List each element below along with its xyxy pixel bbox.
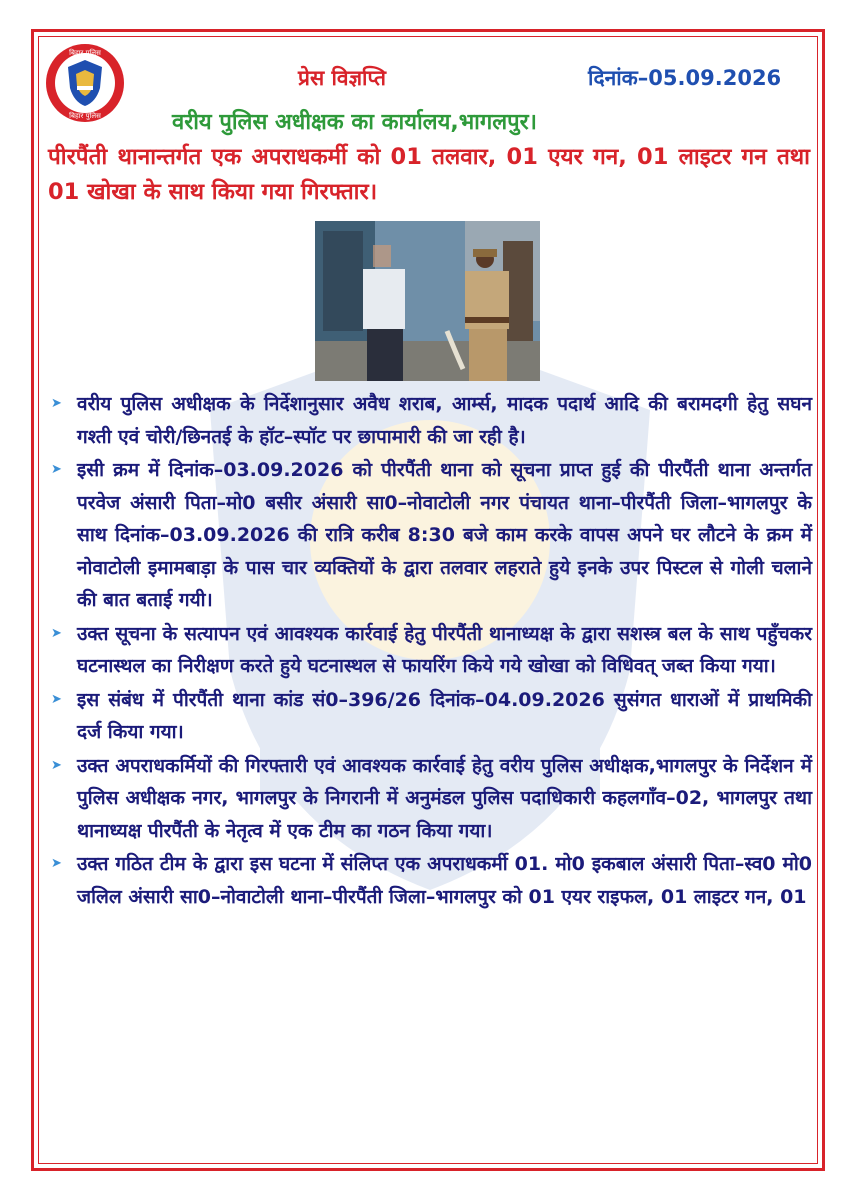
list-item: ➤ उक्त सूचना के सत्यापन एवं आवश्यक कार्रवाई हेतु पीरपैंती थानाध्यक्ष के द्वारा सशस्त्र बल के साथ पहुँचकर घटनास्थल का निरीक्षण करते हुये घटनास्थल से फायरिंग किये गये खोखा को विधिवत् जब्त किया गया।	[48, 618, 812, 683]
press-release-title: प्रेस विज्ञप्ति	[298, 66, 386, 90]
list-item: ➤ उक्त गठित टीम के द्वारा इस घटना में संलिप्त एक अपराधकर्मी 01. मो0 इकबाल अंसारी पिता–स्व0 मो0 जलिल अंसारी सा0–नोवाटोली थाना–पीरपैंती जिला–भागलपुर को 01 एयर राइफल, 01 लाइटर गन, 01	[48, 848, 812, 913]
arrest-photo	[315, 221, 540, 381]
list-item: ➤ इस संबंध में पीरपैंती थाना कांड सं0–396/26 दिनांक–04.09.2026 सुसंगत धाराओं में प्राथमिकी दर्ज किया गया।	[48, 684, 812, 749]
chevron-right-icon: ➤	[51, 757, 62, 773]
release-date: दिनांक–05.09.2026	[588, 66, 782, 90]
press-release-body	[48, 388, 812, 914]
chevron-right-icon: ➤	[51, 856, 62, 871]
list-item: ➤ उक्त अपराधकर्मियों की गिरफ्तारी एवं आवश्यक कार्रवाई हेतु वरीय पुलिस अधीक्षक,भागलपुर के निर्देशन में पुलिस अधीक्षक नगर, भागलपुर के निगरानी में अनुमंडल पुलिस पदाधिकारी कहलगाँव–02, भागलपुर तथा थानाध्यक्ष पीरपैंती के नेतृत्व में एक टीम का गठन किया गया।	[48, 750, 812, 848]
office-title: वरीय पुलिस अधीक्षक का कार्यालय,भागलपुर।	[172, 110, 537, 135]
bihar-police-emblem-icon	[44, 42, 126, 124]
headline: पीरपैंती थानान्तर्गत एक अपराधकर्मी को 01 तलवार, 01 एयर गन, 01 लाइटर गन तथा 01 खोखा के साथ किया गया गिरफ्तार।	[48, 144, 810, 205]
list-item: ➤ इसी क्रम में दिनांक–03.09.2026 को पीरपैंती थाना को सूचना प्राप्त हुई की पीरपैंती थाना अन्तर्गत परवेज अंसारी पिता–मो0 बसीर अंसारी सा0–नोवाटोली नगर पंचायत थाना–पीरपैंती जिला–भागलपुर के साथ दिनांक–03.09.2026 की रात्रि करीब 8:30 बजे काम करके वापस अपने घर लौटने के क्रम में नोवाटोली इमामबाड़ा के पास चार व्यक्तियों के द्वारा तलवार लहराते हुये इनके उपर पिस्टल से गोली चलाने की बात बताई गयी।	[48, 454, 812, 617]
logo-text-top: बिहार पुलिस	[69, 49, 101, 57]
logo-text-bottom: बिहार पुलिस	[69, 112, 101, 120]
chevron-right-icon: ➤	[51, 691, 62, 707]
chevron-right-icon: ➤	[51, 625, 62, 641]
list-item: ➤ वरीय पुलिस अधीक्षक के निर्देशानुसार अवैध शराब, आर्म्स, मादक पदार्थ आदि की बरामदगी हेतु सघन गश्ती एवं चोरी/छिनतई के हॉट–स्पॉट पर छापामारी की जा रही है।	[48, 388, 812, 453]
chevron-right-icon: ➤	[51, 396, 62, 411]
chevron-right-icon: ➤	[51, 462, 62, 477]
